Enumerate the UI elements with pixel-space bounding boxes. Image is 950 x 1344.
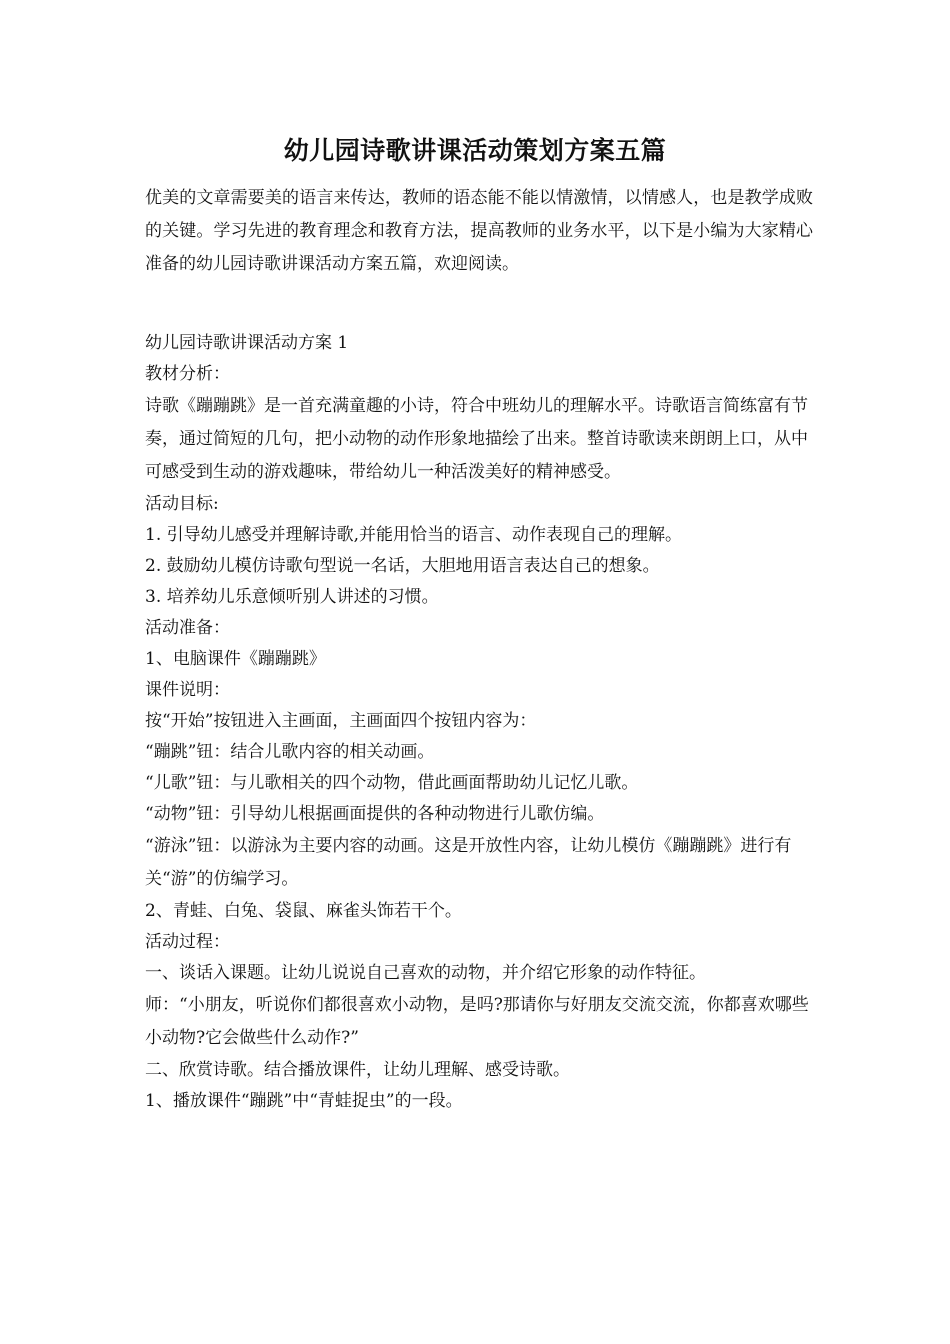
subheading-goals: 活动目标: <box>145 494 219 514</box>
preparation-item: 2、青蛙、白兔、袋鼠、麻雀头饰若干个。 <box>145 901 462 921</box>
intro-paragraph: 优美的文章需要美的语言来传达，教师的语态能不能以情激情，以情感人，也是教学成败的关键。学习先进的教育理念和教育方法，提高教师的业务水平，以下是小编为大家精心准备的幼儿园诗歌讲课活动方案五篇，欢迎阅读。 <box>145 188 813 274</box>
subheading-preparation: 活动准备： <box>145 618 230 638</box>
preparation-item: 1、电脑课件《蹦蹦跳》 <box>145 649 326 669</box>
body-paragraph: “游泳”钮：以游泳为主要内容的动画。这是开放性内容，让幼儿模仿《蹦蹦跳》进行有关“游”的仿编学习。 <box>145 836 792 889</box>
body-paragraph: 诗歌《蹦蹦跳》是一首充满童趣的小诗，符合中班幼儿的理解水平。诗歌语言简练富有节奏，通过简短的几句，把小动物的动作形象地描绘了出来。整首诗歌读来朗朗上口，从中可感受到生动的游戏趣味，带给幼儿一种活泼美好的精神感受。 <box>145 396 808 482</box>
process-step: 一、谈话入课题。让幼儿说说自己喜欢的动物，并介绍它形象的动作特征。 <box>145 963 706 983</box>
body-paragraph: “蹦跳”钮：结合儿歌内容的相关动画。 <box>145 742 435 762</box>
subheading-courseware-notes: 课件说明： <box>145 680 230 700</box>
document-title: 幼儿园诗歌讲课活动策划方案五篇 <box>283 136 667 165</box>
body-paragraph: “动物”钮：引导幼儿根据画面提供的各种动物进行儿歌仿编。 <box>145 804 605 824</box>
document-body <box>145 328 813 1117</box>
body-paragraph: 按“开始”按钮进入主画面，主画面四个按钮内容为： <box>145 711 537 731</box>
subheading-process: 活动过程： <box>145 932 230 952</box>
goal-item: 2. 鼓励幼儿模仿诗歌句型说一名话，大胆地用语言表达自己的想象。 <box>145 556 660 576</box>
section-heading: 幼儿园诗歌讲课活动方案 1 <box>145 333 349 353</box>
goal-item: 1. 引导幼儿感受并理解诗歌,并能用恰当的语言、动作表现自己的理解。 <box>145 525 683 545</box>
goal-item: 3. 培养幼儿乐意倾听别人讲述的习惯。 <box>145 587 439 607</box>
process-substep: 1、播放课件“蹦跳”中“青蛙捉虫”的一段。 <box>145 1091 463 1111</box>
process-step: 二、欣赏诗歌。结合播放课件，让幼儿理解、感受诗歌。 <box>145 1060 570 1080</box>
body-paragraph: 师：“小朋友，听说你们都很喜欢小动物，是吗?那请你与好朋友交流交流，你都喜欢哪些小动物?它会做些什么动作?” <box>145 995 809 1048</box>
body-paragraph: “儿歌”钮：与儿歌相关的四个动物，借此画面帮助幼儿记忆儿歌。 <box>145 773 639 793</box>
subheading-material-analysis: 教材分析： <box>145 364 230 384</box>
